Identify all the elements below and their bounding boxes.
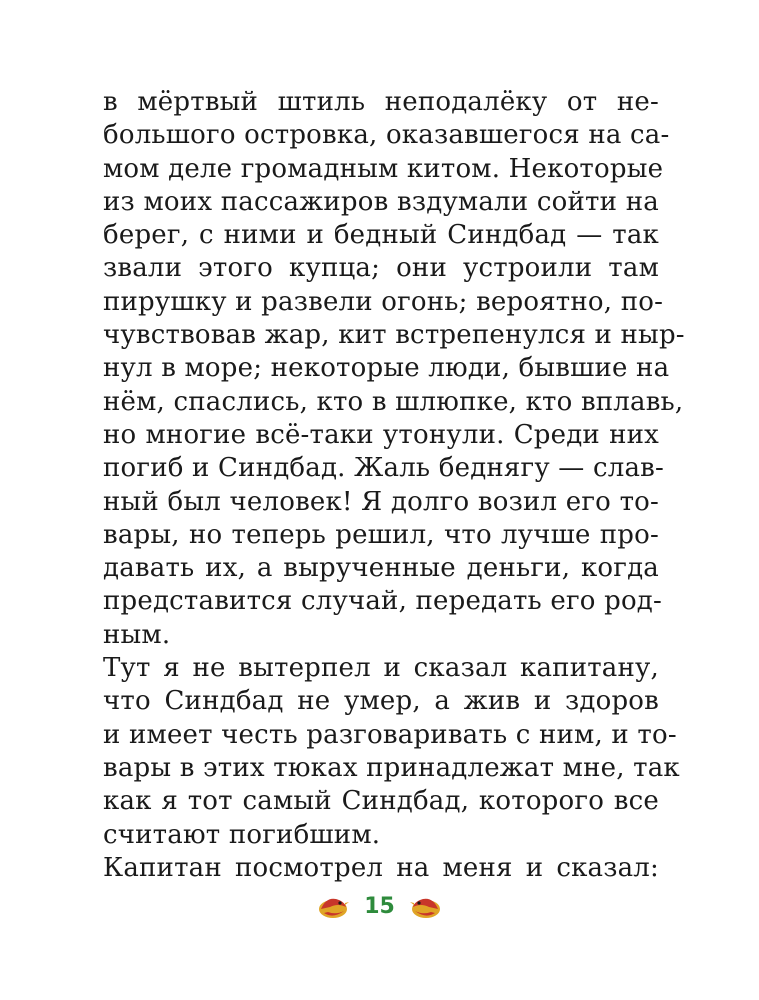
- text-line: погиб и Синдбад. Жаль беднягу — слав-: [103, 453, 664, 484]
- text-line: чувствовав жар, кит встрепенулся и ныр-: [103, 320, 685, 351]
- page-footer: [0, 888, 759, 924]
- text-line: Тут я не вытерпел и сказал капитану,: [103, 653, 659, 684]
- text-line: представится случай, передать его род-: [103, 586, 662, 617]
- text-line: в мёртвый штиль неподалёку от не-: [103, 87, 659, 117]
- text-line: ный был человек! Я долго возил его то-: [103, 486, 659, 517]
- text-line: большого островка, оказавшегося на са-: [103, 120, 670, 151]
- text-line: и имеет честь разговаривать с ним, и то-: [103, 719, 677, 750]
- text-line: считают погибшим.: [103, 819, 381, 850]
- text-line: из моих пассажиров вздумали сойти на: [103, 186, 659, 217]
- text-line: пирушку и развели огонь; вероятно, по-: [103, 286, 664, 317]
- text-line: что Синдбад не умер, а жив и здоров: [103, 686, 659, 717]
- text-line: вары, но теперь решил, что лучше про-: [103, 519, 659, 550]
- text-line: берег, с ними и бедный Синдбад — так: [103, 220, 659, 251]
- page-body: [103, 86, 685, 885]
- text-line: ным.: [103, 619, 171, 650]
- text-line: как я тот самый Синдбад, которого все: [103, 786, 659, 817]
- paragraph-3: [103, 852, 659, 885]
- page-number: 15: [364, 893, 395, 919]
- text-line: Капитан посмотрел на меня и сказал:: [103, 852, 659, 883]
- text-line: но многие всё-таки утонули. Среди них: [103, 419, 659, 450]
- paragraph-2: [103, 652, 680, 852]
- text-line: нём, спаслись, кто в шлюпке, кто вплавь,: [103, 386, 684, 417]
- text-line: давать их, а вырученные деньги, когда: [103, 553, 659, 584]
- text-line: мом деле громадным китом. Некоторые: [103, 153, 664, 184]
- text-line: нул в море; некоторые люди, бывшие на: [103, 353, 670, 384]
- paragraph-1: [103, 86, 685, 652]
- text-line: вары в этих тюках принадлежат мне, так: [103, 752, 680, 783]
- bird-ornament-icon: [409, 891, 443, 921]
- text-line: звали этого купца; они устроили там: [103, 253, 659, 284]
- bird-ornament-icon: [316, 891, 350, 921]
